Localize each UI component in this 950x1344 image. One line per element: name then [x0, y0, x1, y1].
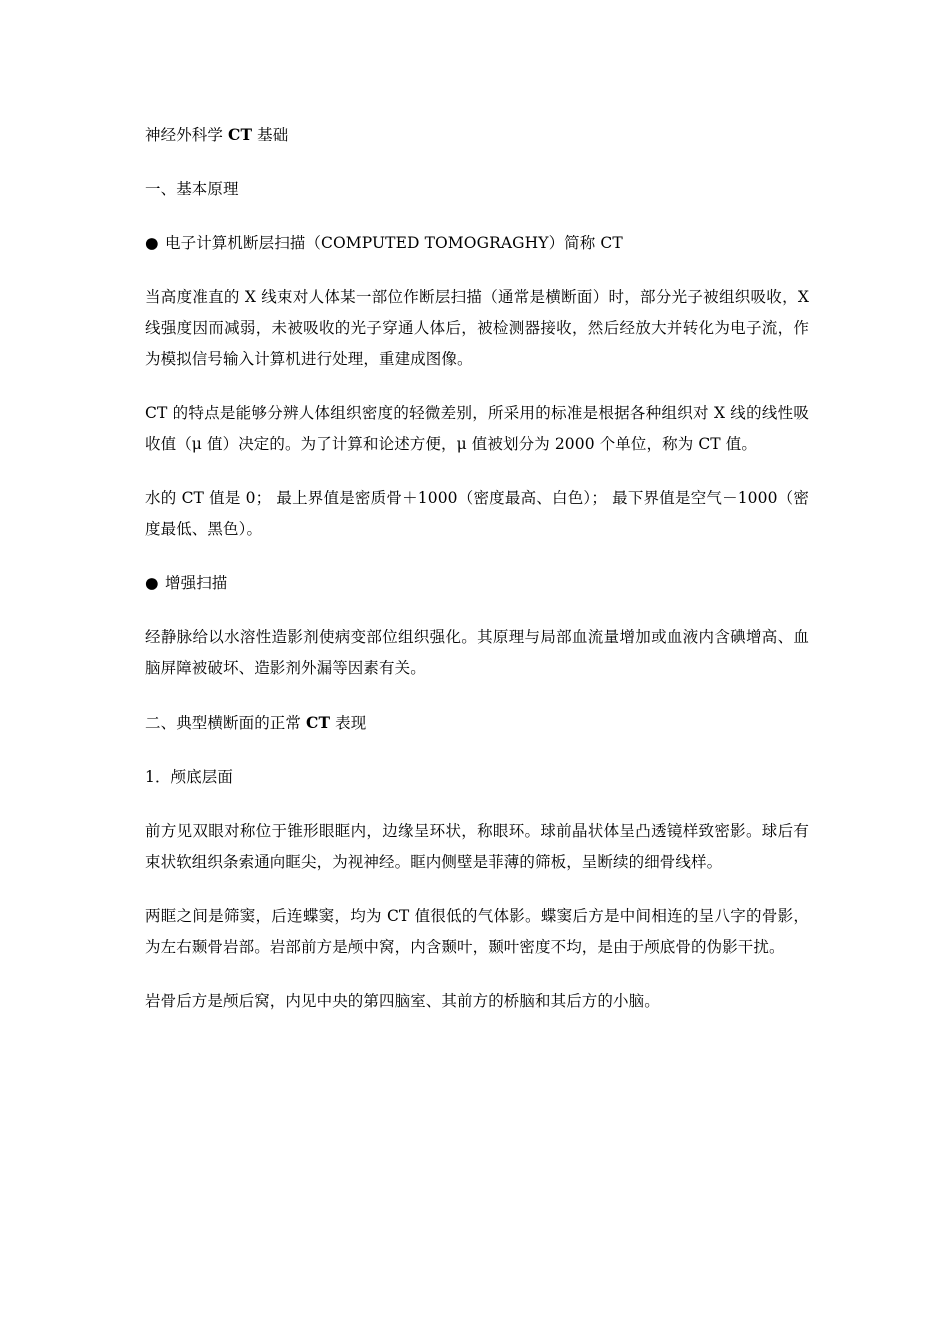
- paragraph-sinus: 两眶之间是筛窦，后连蝶窦，均为 CT 值很低的气体影。蝶窦后方是中间相连的呈八字的骨影，为左右颞骨岩部。岩部前方是颅中窝，内含颞叶，颞叶密度不均，是由于颅底骨的伪影干扰。: [145, 907, 809, 956]
- bullet-item-ct-definition: [145, 228, 809, 259]
- heading-pre: 二、典型横断面的正常: [145, 714, 307, 732]
- title-post: 基础: [252, 126, 289, 144]
- section-heading-normal-ct: [145, 707, 809, 739]
- bullet-icon: ●: [145, 234, 159, 252]
- bullet-text: 电子计算机断层扫描（COMPUTED TOMOGRAGHY）简称 CT: [165, 234, 623, 252]
- paragraph-ct-principle: 当高度准直的 X 线束对人体某一部位作断层扫描（通常是横断面）时，部分光子被组织吸收，X 线强度因而减弱，未被吸收的光子穿通人体后，被检测器接收，然后经放大并转化为电子流，作为模拟信号输入计算机进行处理，重建成图像。: [145, 288, 809, 368]
- bullet-icon: ●: [145, 574, 159, 592]
- bullet-text: 增强扫描: [165, 574, 228, 592]
- title-pre: 神经外科学: [145, 126, 229, 144]
- paragraph-ct-features: CT 的特点是能够分辨人体组织密度的轻微差别，所采用的标准是根据各种组织对 X 线的线性吸收值（μ 值）决定的。为了计算和论述方便，μ 值被划分为 2000 个单位，称为 CT 值。: [145, 404, 809, 453]
- paragraph-enhanced-scan: 经静脉给以水溶性造影剂使病变部位组织强化。其原理与局部血流量增加或血液内含碘增高、血脑屏障被破坏、造影剂外漏等因素有关。: [145, 628, 809, 677]
- title-bold: CT: [228, 125, 253, 144]
- document-page: [145, 119, 809, 1040]
- document-title: [145, 119, 809, 151]
- section-heading-basic-principle: 一、基本原理: [145, 180, 239, 198]
- heading-bold: CT: [306, 713, 331, 732]
- paragraph-ct-values: 水的 CT 值是 0； 最上界值是密质骨＋1000（密度最高、白色）； 最下界值是空气－1000（密度最低、黑色）。: [145, 489, 809, 538]
- paragraph-orbit: 前方见双眼对称位于锥形眼眶内，边缘呈环状，称眼环。球前晶状体呈凸透镜样致密影。球后有束状软组织条索通向眶尖，为视神经。眶内侧壁是菲薄的筛板，呈断续的细骨线样。: [145, 822, 809, 871]
- bullet-item-enhanced-scan: [145, 568, 809, 599]
- paragraph-posterior-fossa: 岩骨后方是颅后窝，内见中央的第四脑室、其前方的桥脑和其后方的小脑。: [145, 992, 660, 1010]
- subsection-heading-skull-base: 1．颅底层面: [145, 768, 233, 786]
- heading-post: 表现: [330, 714, 367, 732]
